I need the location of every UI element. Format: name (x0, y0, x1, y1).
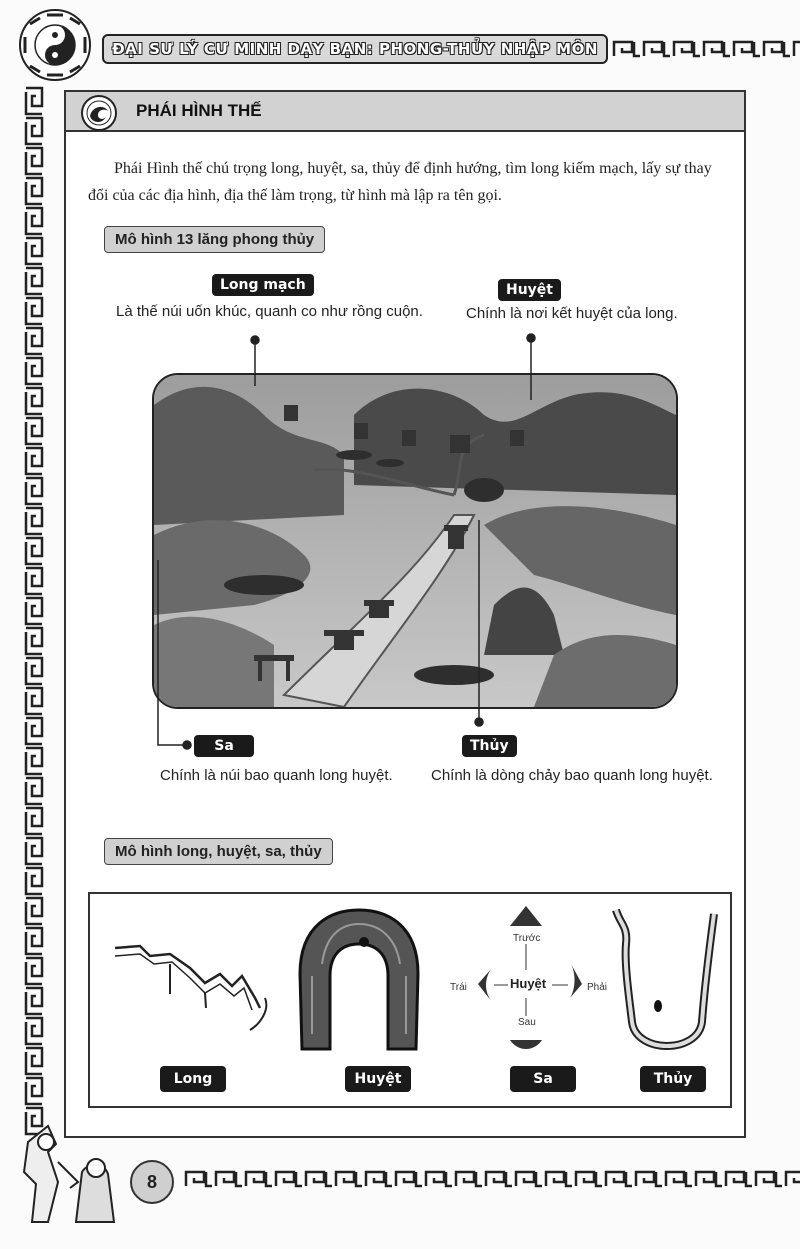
tag-long-item: Long (160, 1066, 226, 1092)
running-header-title: ĐẠI SƯ LÝ CƯ MINH DẠY BẠN: PHONG-THỦY NHẬP MÔN (102, 34, 608, 64)
long-ridge-icon (110, 938, 280, 1038)
model13-heading: Mô hình 13 lăng phong thủy (104, 226, 325, 253)
tag-thuy-item: Thủy (640, 1066, 706, 1092)
tag-thuy: Thủy (462, 735, 517, 757)
compass-center-label: Huyệt (510, 976, 547, 991)
tag-long-mach: Long mạch (212, 274, 314, 296)
desc-long-mach: Là thế núi uốn khúc, quanh co như rồng cuộn. (116, 303, 423, 320)
tag-sa-item: Sa (510, 1066, 576, 1092)
tag-huyet: Huyệt (498, 279, 561, 301)
scholar-figures-illustration (18, 1122, 128, 1230)
compass-bottom-label: Sau (518, 1017, 536, 1028)
thuy-river-icon (612, 904, 722, 1060)
compass-top-label: Trước (513, 933, 541, 944)
model4-heading: Mô hình long, huyệt, sa, thủy (104, 838, 333, 865)
section-title: PHÁI HÌNH THẾ (136, 101, 262, 120)
compass-left-label: Trái (450, 982, 467, 993)
tag-sa: Sa (194, 735, 254, 757)
page-number: 8 (130, 1160, 174, 1204)
huyet-horseshoe-icon (292, 904, 426, 1054)
desc-sa: Chính là núi bao quanh long huyệt. (160, 767, 393, 784)
intro-paragraph: Phái Hình thế chú trọng long, huyệt, sa, thủy để định hướng, tìm long kiếm mạch, lấy sự thay đổi của các địa hình, địa thế làm trọng, từ hình mà lập ra tên gọi. (88, 160, 712, 204)
tag-huyet-item: Huyệt (345, 1066, 411, 1092)
desc-thuy: Chính là dòng chảy bao quanh long huyệt. (431, 767, 713, 784)
compass-right-label: Phải (587, 982, 608, 993)
bottom-meander-border (184, 1168, 800, 1190)
desc-huyet: Chính là nơi kết huyệt của long. (466, 305, 678, 322)
